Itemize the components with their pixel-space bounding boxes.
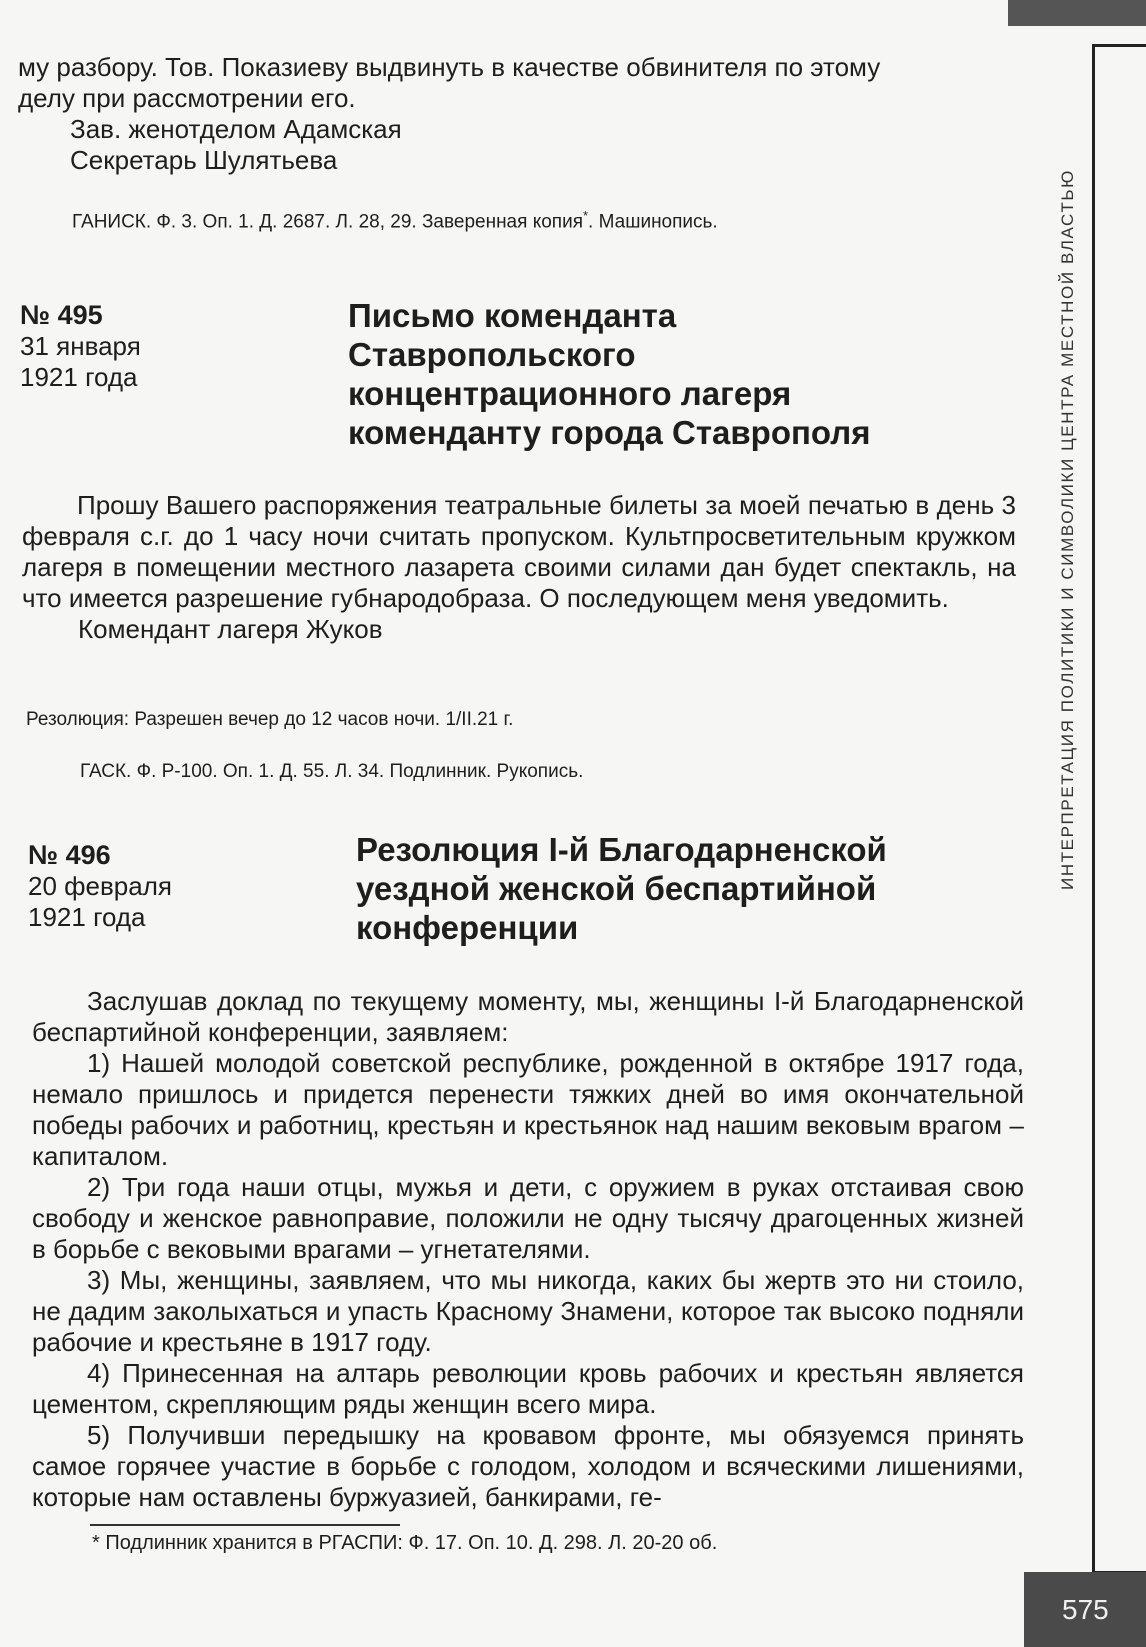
doc495-title-2: Ставропольского — [348, 336, 636, 373]
footnote-rule — [90, 1524, 400, 1526]
doc496-title-1: Резолюция I-й Благодарненской — [356, 831, 887, 868]
prev-signature-1: Зав. женотделом Адамская — [70, 114, 402, 144]
prev-source — [72, 204, 718, 234]
running-title-text: ИНТЕРПРЕТАЦИЯ ПОЛИТИКИ И СИМВОЛИКИ ЦЕНТРА МЕСТНОЙ ВЛАСТЬЮ — [1058, 169, 1077, 890]
doc496-meta — [28, 840, 172, 933]
prev-source-mark: * — [582, 208, 589, 223]
doc496-title — [356, 830, 1016, 947]
doc495-date-year: 1921 года — [20, 362, 138, 392]
doc495-body — [22, 490, 1016, 645]
doc495-number: № 495 — [20, 300, 103, 330]
doc495-meta — [20, 300, 141, 393]
doc495-title-3: концентрационного лагеря — [348, 375, 792, 412]
doc496-point-3: 3) Мы, женщины, заявляем, что мы никогда, каких бы жертв это ни стоило, не дадим заколыхаться и упасть Красному Знамени, которое так высоко подняли рабочие и крестьяне в 1917 году. — [32, 1265, 1024, 1357]
doc496-title-3: конференции — [356, 909, 579, 946]
doc495-signature: Комендант лагеря Жуков — [78, 614, 383, 644]
doc496-date-year: 1921 года — [28, 902, 146, 932]
doc495-date-day: 31 января — [20, 331, 141, 361]
prev-line-2: делу при рассмотрении его. — [18, 83, 356, 113]
doc496-point-5: 5) Получивши передышку на кровавом фронте, мы обязуемся принять самое горячее участие в борьбе с голодом, холодом и всяческими лишениями, которые нам оставлены буржуазией, банкирами, ге- — [32, 1420, 1024, 1512]
doc496-number: № 496 — [28, 840, 111, 870]
prev-signature-2: Секретарь Шулятьева — [70, 145, 338, 175]
doc496-point-2: 2) Три года наши отцы, мужья и дети, с оружием в руках отстаивая свою свободу и женское равноправие, положили не одну тысячу драгоценных жизней в борьбе с вековыми врагами – угнетателями. — [32, 1172, 1024, 1264]
doc495-title-1: Письмо коменданта — [348, 297, 677, 334]
prev-source-main: ГАНИСК. Ф. 3. Оп. 1. Д. 2687. Л. 28, 29. Заверенная копия — [72, 211, 583, 233]
page-number: 575 — [1024, 1572, 1146, 1647]
doc495-resolution: Резолюция: Разрешен вечер до 12 часов ночи. 1/II.21 г. — [26, 709, 514, 730]
doc496-point-4: 4) Принесенная на алтарь революции кровь рабочих и крестьян является цементом, скрепляющим ряды женщин всего мира. — [32, 1358, 1024, 1419]
doc495-title — [348, 296, 988, 452]
doc495-text: Прошу Вашего распоряжения театральные билеты за моей печатью в день 3 февраля с.г. до 1 часу ночи считать пропуском. Культпросветительным кружком лагеря в помещении местного лазарета своими силами дан будет спектакль, на что имеется разрешение губнародобраза. О последующем меня уведомить. — [22, 490, 1016, 613]
footnote: * Подлинник хранится в РГАСПИ: Ф. 17. Оп. 10. Д. 298. Л. 20-20 об. — [92, 1532, 718, 1554]
doc496-intro: Заслушав доклад по текущему моменту, мы, женщины I-й Благодарненской беспартийной конференции, заявляем: — [32, 986, 1024, 1047]
doc496-date-day: 20 февраля — [28, 871, 172, 901]
corner-tab — [1008, 0, 1146, 26]
prev-document-end — [18, 52, 1018, 176]
side-frame — [1092, 44, 1146, 1574]
doc496-title-2: уездной женской беспартийной — [356, 870, 877, 907]
doc496-point-1: 1) Нашей молодой советской республике, рожденной в октябре 1917 года, немало пришлось и придется перенести тяжких дней во имя окончательной победы рабочих и работниц, крестьян и крестьянок над нашим вековым врагом – капиталом. — [32, 1048, 1024, 1171]
prev-source-end: . Машинопись. — [588, 211, 718, 233]
doc495-title-4: коменданту города Ставрополя — [348, 414, 871, 451]
prev-line-1: му разбору. Тов. Показиеву выдвинуть в качестве обвинителя по этому — [18, 52, 881, 82]
doc495-source: ГАСК. Ф. Р-100. Оп. 1. Д. 55. Л. 34. Подлинник. Рукопись. — [80, 761, 584, 782]
doc496-body — [32, 986, 1024, 1513]
